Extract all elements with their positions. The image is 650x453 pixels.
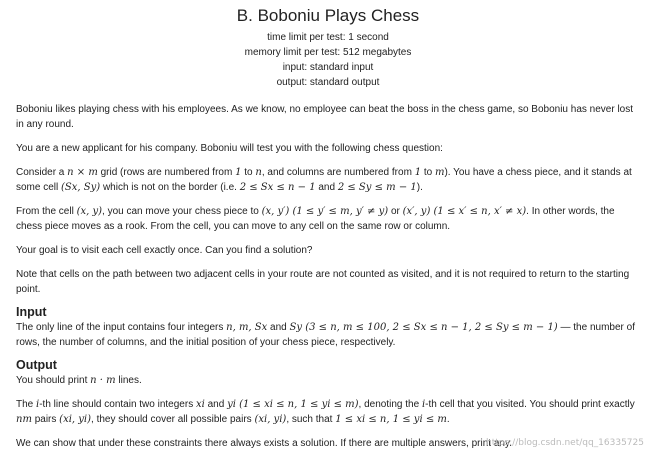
math-constraints: Sy (3 ≤ n, m ≤ 100, 2 ≤ Sx ≤ n − 1, 2 ≤ Sy ≤ m − 1): [289, 322, 558, 333]
math-start-cell: (Sx, Sy): [61, 182, 101, 193]
math: n · m: [90, 375, 116, 386]
math-sx-range: 2 ≤ Sx ≤ n − 1: [239, 182, 316, 193]
math: 1: [235, 167, 242, 178]
text: -th line should contain two integers: [39, 399, 196, 410]
statement-paragraph-3: [16, 165, 640, 195]
text: , you can move your chess piece to: [102, 206, 262, 217]
math: yi (1 ≤ xi ≤ n, 1 ≤ yi ≤ m): [227, 399, 359, 410]
text: , and columns are numbered from: [261, 167, 415, 178]
math-sy-range: 2 ≤ Sy ≤ m − 1: [337, 182, 417, 193]
math: n, m, Sx: [226, 322, 268, 333]
statement-paragraph-4: [16, 204, 640, 234]
text: The: [16, 399, 37, 410]
math: i: [36, 399, 40, 410]
math-column-move: (x′, y) (1 ≤ x′ ≤ n, x′ ≠ x): [402, 206, 527, 217]
text: to: [241, 167, 256, 178]
text: lines.: [115, 375, 142, 386]
problem-title: B. Boboniu Plays Chess: [236, 6, 420, 25]
text: .: [446, 414, 450, 425]
text: The only line of the input contains four integers: [16, 322, 227, 333]
math: nm: [16, 414, 32, 425]
math: (xi, yi): [59, 414, 92, 425]
text: or: [388, 206, 403, 217]
text: ). You have a chess piece, and it stands at some cell: [16, 167, 632, 193]
input-spec: input: standard input: [282, 62, 374, 73]
math-grid-size: n × m: [67, 167, 98, 178]
input-section-title: Input: [16, 305, 47, 319]
memory-limit: memory limit per test: 512 megabytes: [244, 47, 412, 58]
text: You should print: [16, 375, 91, 386]
text: pairs: [31, 414, 60, 425]
statement-paragraph-5: Your goal is to visit each cell exactly once. Can you find a solution?: [16, 245, 313, 256]
text: , denoting the: [358, 399, 422, 410]
text: . In other words, the chess piece moves as a rook. From the cell, you can move to any cell on the same row or column.: [16, 206, 615, 232]
math: xi: [195, 399, 205, 410]
text: ).: [416, 182, 423, 193]
math: i: [421, 399, 426, 410]
watermark: https://blog.csdn.net/qq_16335725: [485, 438, 644, 448]
problem-header: [16, 6, 640, 90]
text: -th cell that you visited. You should print exactly: [425, 399, 635, 410]
math: n: [255, 167, 262, 178]
statement-paragraph-1: Boboniu likes playing chess with his employees. As we know, no employee can beat the boss in the chess game, so Boboniu has never lost in any round.: [16, 104, 634, 130]
math: (x, y): [76, 206, 103, 217]
output-section-text-2: [16, 397, 640, 427]
text: and: [204, 399, 228, 410]
text: to: [421, 167, 435, 178]
math: 1: [414, 167, 422, 178]
math: (xi, yi): [254, 414, 287, 425]
output-section-text-3: We can show that under these constraints there always exists a solution. If there are multiple answers, print any.: [16, 438, 512, 449]
text: grid (rows are numbered from: [97, 167, 236, 178]
math: 1 ≤ xi ≤ n, 1 ≤ yi ≤ m: [335, 414, 447, 425]
text: and: [315, 182, 338, 193]
statement-paragraph-2: You are a new applicant for his company. Boboniu will test you with the following chess question:: [16, 143, 443, 154]
math: m: [434, 167, 445, 178]
text: — the number of rows, the number of columns, and the initial position of your chess piece, respectively.: [16, 322, 635, 348]
text: , such that: [286, 414, 336, 425]
output-section-text-1: [16, 373, 640, 388]
output-section-title: Output: [16, 358, 57, 372]
statement-paragraph-6: Note that cells on the path between two adjacent cells in your route are not counted as visited, and it is not required to return to the starting point.: [16, 269, 630, 295]
text: , they should cover all possible pairs: [91, 414, 255, 425]
text: From the cell: [16, 206, 77, 217]
output-spec: output: standard output: [276, 77, 380, 88]
text: Consider a: [16, 167, 68, 178]
math-row-move: (x, y′) (1 ≤ y′ ≤ m, y′ ≠ y): [261, 206, 389, 217]
time-limit: time limit per test: 1 second: [267, 32, 389, 43]
text: which is not on the border (i.e.: [100, 182, 240, 193]
input-section-text: [16, 320, 640, 350]
text: and: [267, 322, 290, 333]
